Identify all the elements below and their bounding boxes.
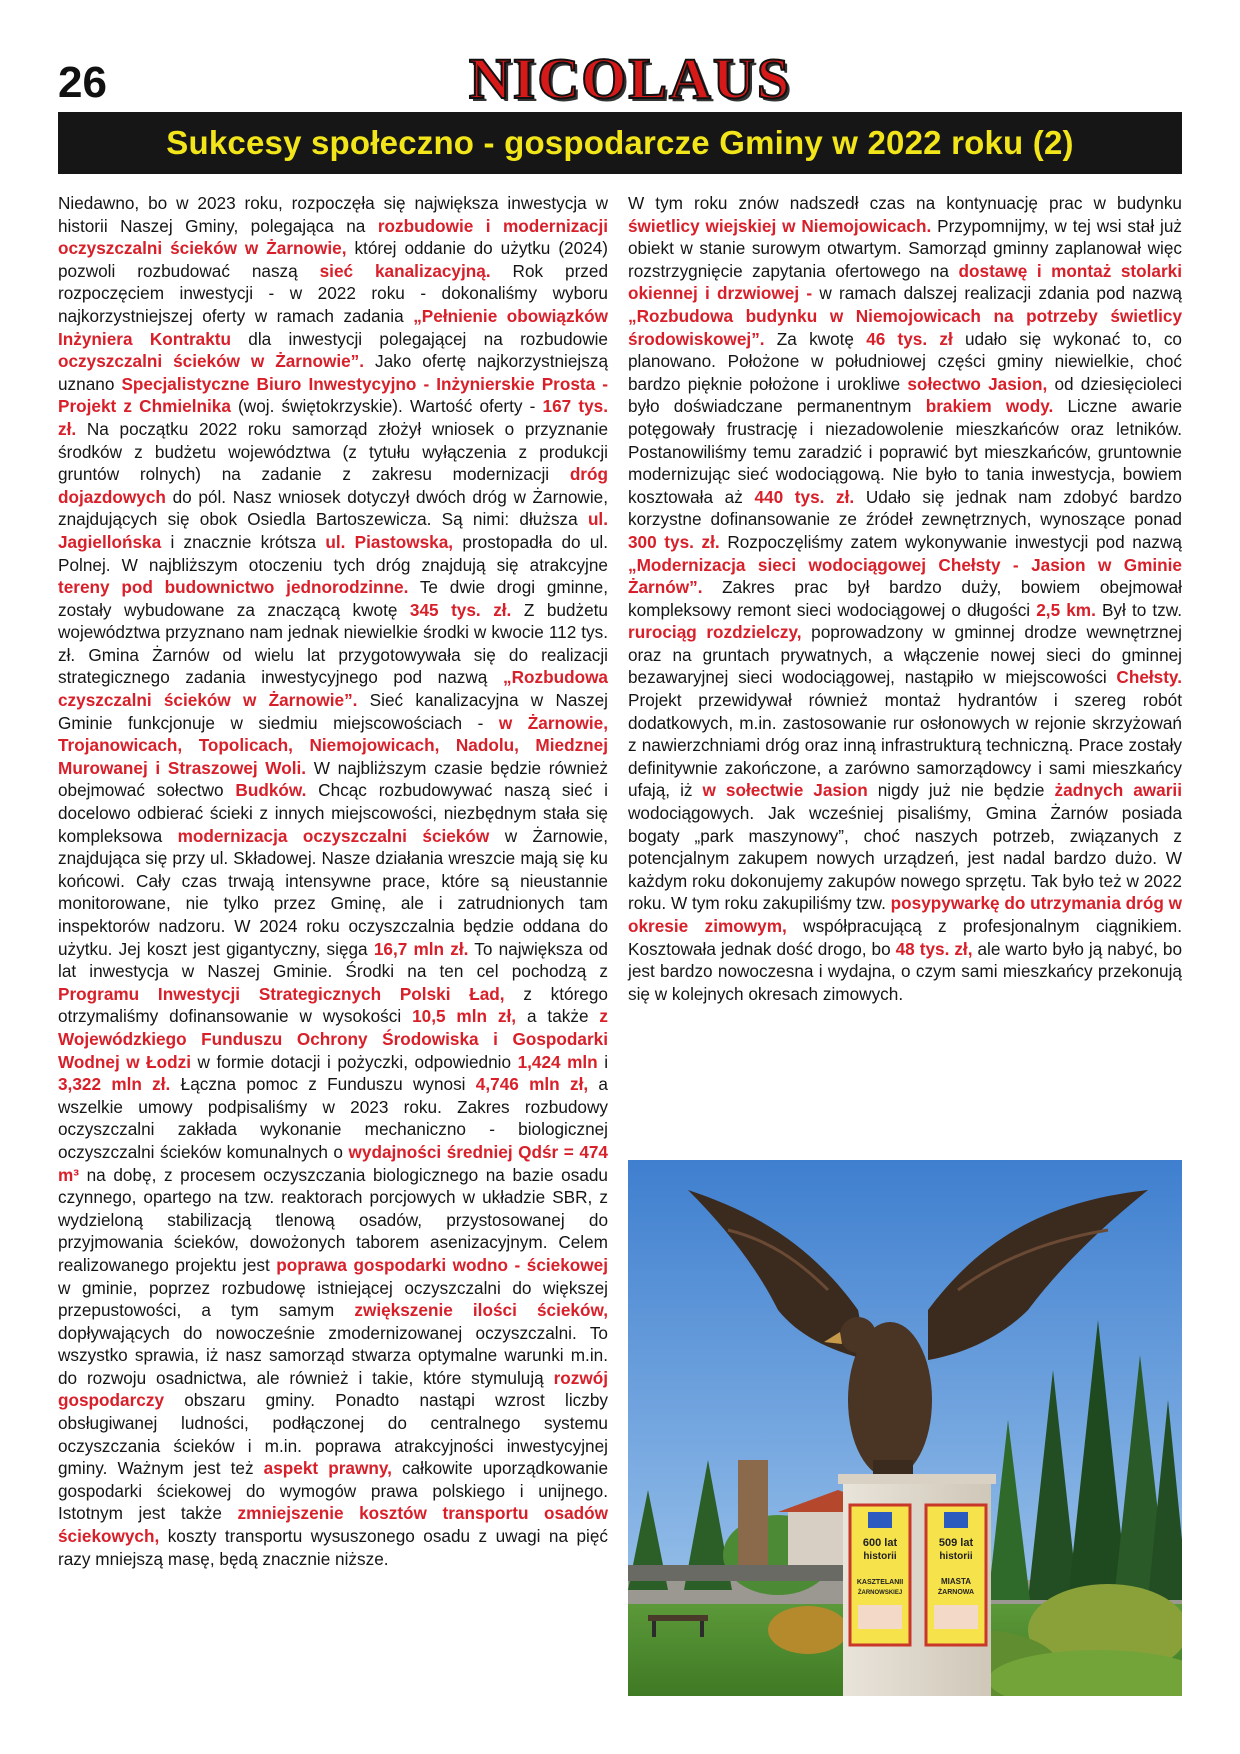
body-text: W tym roku znów nadszedł czas na kontynuację prac w budynku (628, 193, 1182, 213)
highlighted-text: „Pełnienie obowiązków Inżyniera Kontraktu (58, 305, 608, 349)
highlighted-text: zwiększenie ilości ścieków, (354, 1300, 608, 1321)
body-text: prostopadła do ul. Polnej. W najbliższym otoczeniu tych dróg znajdują się atrakcyjne (58, 531, 608, 575)
body-text: na dobę, z procesem oczyszczania biologicznego na bazie osadu czynnego, opartego na tzw. reaktorach porcjowych w układzie SBR, z wydzieloną stabilizacją tlenową osadów, przystosowanej do przyjmowania ścieków, dowożonych taborem asenizacyjnym. Celem realizowanego projektu jest (58, 1164, 608, 1275)
body-text: Niedawno, bo w 2023 roku, rozpoczęła się największa inwestycja w historii Naszej Gminy, polegająca na (58, 193, 608, 236)
body-text: Za kwotę (764, 328, 867, 349)
body-text: Chcąc rozbudowywać naszą sieć i docelowo odbierać ścieki z innych miejscowości, niezbędnym stała się kompleksowa (58, 780, 609, 846)
highlighted-text: rurociąg rozdzielczy, (628, 622, 802, 643)
highlighted-text: sieć kanalizacyjną. (319, 260, 491, 281)
body-text: w gminie, poprzez rozbudowę istniejącej oczyszczalni do większej przepustowości, a tym samym (58, 1277, 608, 1321)
body-text: od dziesięcioleci było doświadczane permanentnym (628, 373, 1182, 417)
highlighted-text: wydajności średniej Qdśr = 474 m³ (58, 1141, 608, 1185)
plaque-right-name: MIASTA (940, 1577, 972, 1586)
body-text: w Żarnowie, znajdująca się przy ul. Składowej. Nasze działania wreszcie mają się ku końcowi. Cały czas trwają intensywne prace, które są nieustannie monitorowane, nie tylko przez Gminę, ale i zatrudnionych tam inspektorów nadzoru. W 2024 roku oczyszczalnia będzie oddana do użytku. Jej koszt jest gigantyczny, sięga (58, 825, 608, 959)
article-paragraph-right (628, 192, 1182, 1005)
body-text: dopływających do nowocześnie zmodernizowanej oczyszczalni. To wszystko sprawia, iż nasz samorząd stwarza optymalne warunki m.in. do rozwoju osadnictwa, ale również i takie, które stymulują (58, 1322, 608, 1388)
body-text: a wszelkie umowy podpisaliśmy w 2023 roku. Zakres rozbudowy oczyszczalni zakłada wykonanie mechaniczno - biologicznej oczyszczalni ścieków komunalnych o (58, 1074, 608, 1162)
body-text: koszty transportu wysuszonego osadu z uwagi na pięć razy mniejszą masę, będą znacznie niższe. (58, 1526, 608, 1569)
highlighted-text: Chełsty. (1116, 667, 1182, 688)
body-text: Udało się jednak nam zdobyć bardzo korzystne dofinansowanie ze źródeł zewnętrznych, wynoszące ponad (628, 486, 1182, 530)
plaque-left-name-2: ŻARNOWSKIEJ (857, 1590, 903, 1596)
body-text: wodociągowych. Jak wcześniej pisaliśmy, Gmina Żarnów posiada bogaty „park maszynowy”, choć naszych potrzeb, związanych z potencjalnym zakupem nowych urządzeń, jest nadal bardzo dużo. W każdym roku dokonujemy zakupów nowego sprzętu. Tak było też w 2022 roku. W tym roku zakupiliśmy tzw. (628, 803, 1182, 914)
body-text: poprowadzony w gminnej drodze wewnętrznej oraz na gruntach prywatnych, a włączenie nowej sieci do gminnej bezawaryjnej sieci wodociągowej, nastąpiło w miejscowości (628, 622, 1182, 688)
body-text: udało się wykonać to, co planowano. Położone w południowej części gminy niewielkie, choć bardzo pięknie położone i urokliwe (628, 328, 1182, 394)
highlighted-text: 2,5 km. (1036, 599, 1096, 620)
plaque-left-years: 600 lat (862, 1537, 898, 1549)
body-text: Na początku 2022 roku samorząd złożył wniosek o przyznanie środków z budżetu województwa (z tytułu wyłączenia z produkcji gruntów rolnych) na zadanie z zakresu modernizacji (58, 418, 608, 485)
highlighted-text: Budków. (235, 780, 307, 801)
highlighted-text: 167 tys. zł. (58, 396, 609, 439)
highlighted-text: brakiem wody. (925, 396, 1054, 417)
highlighted-text: oczyszczalni ścieków w Żarnowie”. (58, 351, 365, 372)
body-text: Rozpoczęliśmy zatem wykonywanie inwestycji pod nazwą (719, 531, 1182, 552)
body-text: Rok przed rozpoczęciem inwestycji - w 2022 roku - dokonaliśmy wyboru najkorzystniejszej oferty w ramach zadania (58, 260, 609, 326)
plaque-right-history: historii (939, 1551, 973, 1562)
body-text: Projekt przewidywał również montaż hydrantów i szereg robót dodatkowych, m.in. zastosowanie rur osłonowych w rejonie skrzyżowań z nawierzchniami dróg oraz inną infrastrukturą techniczną. Prace zostały definitywnie zakończone, a zarówno samorządowcy i sami mieszkańcy ufają, iż (628, 690, 1182, 801)
body-text: nigdy już nie będzie (867, 780, 1055, 801)
highlighted-text: posypywarkę do utrzymania dróg w okresie zimowym, (628, 893, 1182, 936)
body-text: Jako ofertę najkorzystniejszą uznano (58, 351, 608, 394)
highlighted-text: świetlicy wiejskiej w Niemojowicach. (628, 215, 932, 236)
plaque-left-history: historii (863, 1551, 897, 1562)
article-paragraph-left (58, 192, 608, 1570)
highlighted-text: 3,322 mln zł. (58, 1074, 171, 1095)
highlighted-text: w Żarnowie, Trojanowicach, Topolicach, Niemojowicach, Nadolu, Miedznej Murowanej i Straszowej Woli. (58, 712, 608, 778)
body-text: i (597, 1051, 609, 1072)
body-text: współpracującą z profesjonalnym ciągnikiem. Kosztowała jednak dość drogo, bo (628, 916, 1182, 959)
body-text: ale warto było ją nabyć, bo jest bardzo nowoczesna i wydajna, o czym sami mieszkańcy przekonują się w kolejnych okresach zimowych. (628, 938, 1183, 1004)
body-text: z którego otrzymaliśmy dofinansowanie w wysokości (58, 983, 608, 1027)
body-text: To największa od lat inwestycja w Naszej Gminie. Środki na ten cel pochodzą z (58, 938, 608, 982)
highlighted-text: ul. Piastowska, (325, 531, 454, 552)
body-text: obszaru gminy. Ponadto nastąpi wzrost liczby obsługiwanej ludności, podłączonej do centralnego systemu oczyszczania ścieków i m.in. poprawa atrakcyjności inwestycyjnej gminy. Ważnym jest też (58, 1390, 608, 1479)
highlighted-text: modernizacja oczyszczalni ścieków (177, 825, 490, 846)
highlighted-text: 345 tys. zł. (409, 599, 512, 620)
highlighted-text: żadnych awarii (1054, 780, 1182, 801)
highlighted-text: 1,424 mln (517, 1051, 598, 1072)
highlighted-text: „Rozbudowa czyszczalni ścieków w Żarnowie”. (58, 667, 608, 711)
body-text: w formie dotacji i pożyczki, odpowiednio (191, 1051, 518, 1072)
highlighted-text: 4,746 mln zł, (475, 1074, 589, 1095)
highlighted-text: dostawę i montaż stolarki okiennej i drzwiowej - (628, 260, 1182, 304)
highlighted-text: Specjalistyczne Biuro Inwestycyjno - Inżynierskie Prosta - Projekt z Chmielnika (58, 373, 608, 417)
article-column-left (58, 192, 608, 1570)
highlighted-text: ul. Jagiellońska (58, 509, 608, 552)
article-title-bar (58, 112, 1182, 174)
highlighted-text: „Rozbudowa budynku w Niemojowicach na potrzeby świetlicy środowiskowej”. (628, 305, 1182, 349)
highlighted-text: 10,5 mln zł, (412, 1006, 517, 1027)
body-text: Sieć kanalizacyjna w Naszej Gminie funkcjonuje w siedmiu miejscowościach - (58, 690, 608, 733)
highlighted-text: tereny pod budownictwo jednorodzinne. (58, 577, 409, 598)
highlighted-text: poprawa gospodarki wodno - ściekowej (276, 1254, 608, 1275)
body-text: W najbliższym czasie będzie również obejmować sołectwo (58, 757, 608, 801)
body-text: Był to tzw. (1095, 599, 1182, 620)
page-number: 26 (58, 58, 107, 107)
highlighted-text: Programu Inwestycji Strategicznych Polski Ład, (58, 983, 505, 1004)
body-text: Przypomnijmy, w tej wsi stał już obiekt w stanie surowym otwartym. Samorząd gminny zaplanował więc rozstrzygnięcie zapytania ofertowego na (628, 215, 1182, 281)
body-text: (woj. świętokrzyskie). Wartość oferty - (230, 396, 543, 417)
body-text: Z budżetu województwa przyznano nam jednak niewielkie środki w kwocie 112 tys. zł. Gmina Żarnów od wielu lat przygotowywała się do realizacji strategicznego zadania inwestycyjnego pod nazwą (58, 599, 608, 688)
body-text: dla inwestycji polegającej na rozbudowie (230, 328, 608, 349)
highlighted-text: sołectwo Jasion, (907, 373, 1048, 394)
body-text: i znacznie krótsza (161, 531, 326, 552)
highlighted-text: dróg dojazdowych (58, 464, 608, 507)
highlighted-text: „Modernizacja sieci wodociągowej Chełsty - Jasion w Gminie Żarnów”. (628, 554, 1182, 598)
body-text: całkowite uporządkowanie gospodarki ściekowej do wymogów prawa polskiego i unijnego. Istotnym jest także (58, 1458, 609, 1524)
body-text: Zakres prac był bardzo duży, bowiem obejmował kompleksowy remont sieci wodociągowej o długości (628, 577, 1182, 620)
body-text: a także (516, 1006, 600, 1027)
highlighted-text: 300 tys. zł. (628, 531, 720, 552)
highlighted-text: 48 tys. zł, (895, 938, 973, 959)
highlighted-text: 46 tys. zł (866, 328, 953, 349)
body-text: Liczne awarie potęgowały frustrację i niezadowolenie mieszkańców oraz letników. Postanowiliśmy temu zaradzić i poprawić byt mieszkańców, gruntownie modernizując sieć wodociągową. Nie było to tania inwestycja, bowiem kosztowała aż (628, 396, 1183, 507)
article-title: Sukcesy społeczno - gospodarcze Gminy w 2022 roku (2) (166, 124, 1074, 161)
body-text: Łączna pomoc z Funduszu wynosi (170, 1074, 476, 1095)
highlighted-text: aspekt prawny, (263, 1458, 392, 1479)
eagle-monument-photo (628, 1160, 1182, 1696)
body-text: której oddanie do użytku (2024) pozwoli rozbudować naszą (58, 238, 608, 281)
highlighted-text: z Wojewódzkiego Funduszu Ochrony Środowiska i Gospodarki Wodnej w Łodzi (58, 1006, 609, 1072)
highlighted-text: 16,7 mln zł. (373, 938, 469, 959)
plaque-right-name-2: ŻARNOWA (937, 1589, 975, 1596)
plaque-right-years: 509 lat (938, 1537, 974, 1549)
plaque-left-name: KASZTELANII (856, 1579, 904, 1586)
article-column-right (628, 192, 1182, 1005)
highlighted-text: w sołectwie Jasion (702, 780, 868, 801)
highlighted-text: zmniejszenie kosztów transportu osadów ściekowych, (58, 1503, 608, 1547)
body-text: Te dwie drogi gminne, zostały wybudowane za znaczącą kwotę (58, 577, 609, 620)
masthead-logo: NICOLAUS (468, 46, 792, 111)
highlighted-text: rozbudowie i modernizacji oczyszczalni ścieków w Żarnowie, (58, 215, 609, 259)
highlighted-text: rozwój gospodarczy (58, 1367, 608, 1411)
body-text: do pól. Nasz wniosek dotyczył dwóch dróg w Żarnowie, znajdujących się obok Osiedla Bartoszewicza. Są nimi: dłuższa (58, 486, 608, 530)
highlighted-text: 440 tys. zł. (754, 486, 855, 507)
body-text: w ramach dalszej realizacji zdania pod nazwą (812, 283, 1182, 304)
